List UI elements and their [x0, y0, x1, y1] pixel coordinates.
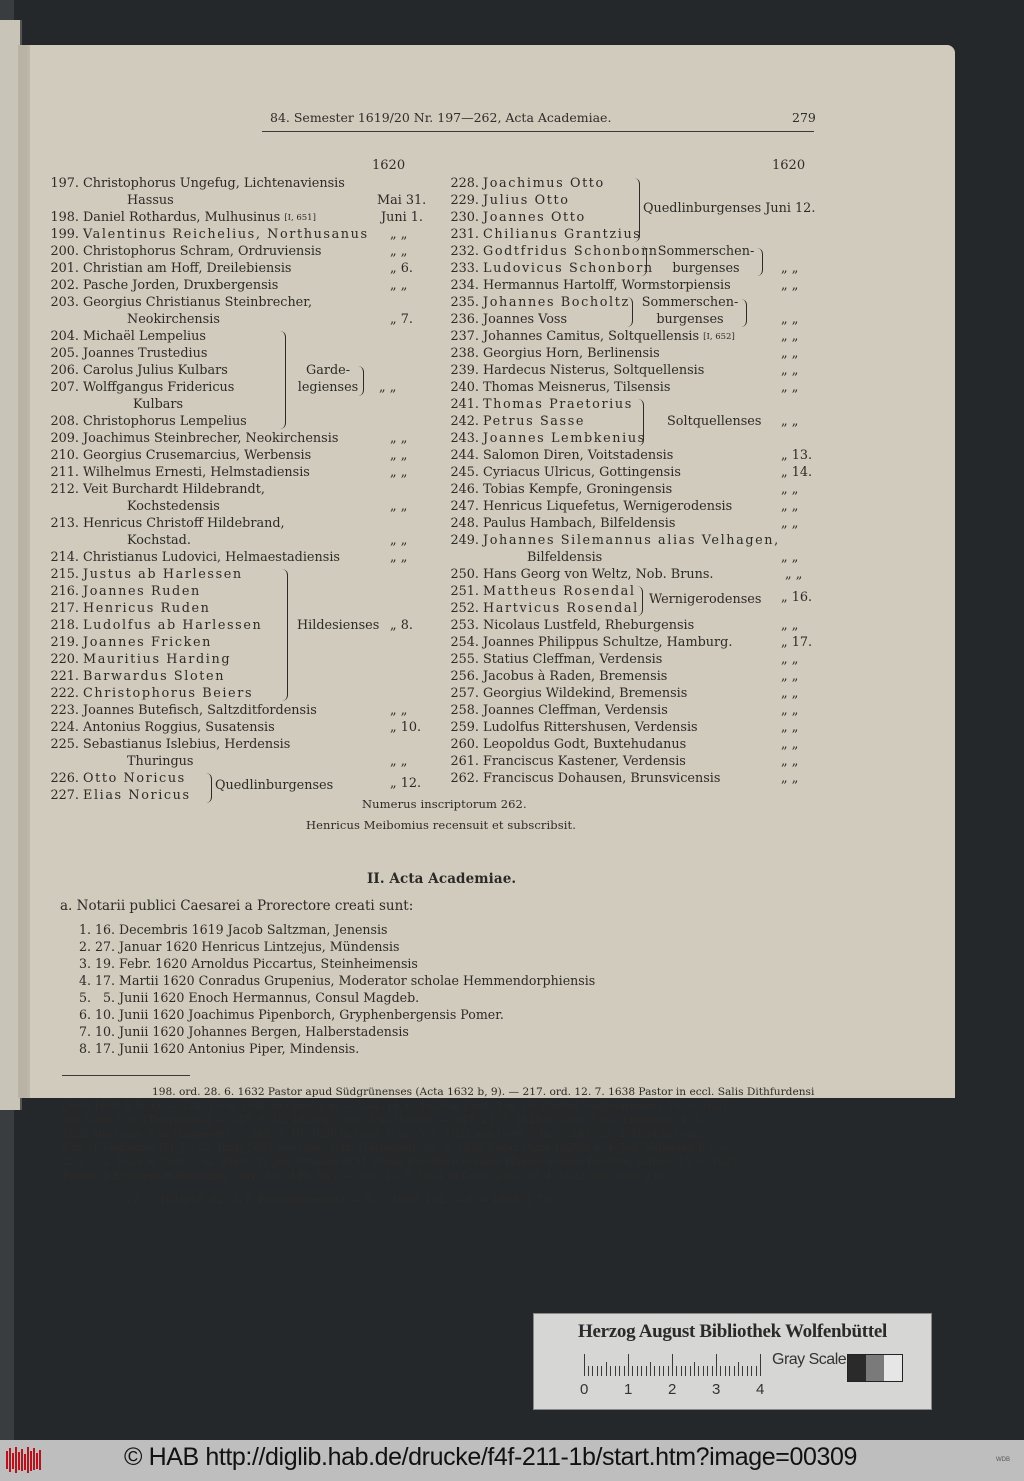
entry-262: 262. Franciscus Dohausen, Brunsvicensis	[450, 771, 721, 786]
entry-236: 236. Joannes Voss	[450, 312, 568, 327]
entry-239-date: „ „	[781, 363, 799, 378]
entry-246-date: „ „	[781, 482, 799, 497]
entry-212: 212. Veit Burchardt Hildebrandt,	[50, 482, 265, 497]
footnote-line: 253. 3. 1. 1625 in Conv. 3 m. interc. D. Joh. Stuckio et M. Statio Buschero scholae Hannoveranae Rectore; subscr. 15. 6. 1627	[62, 1156, 739, 1168]
entry-260-date: „ „	[781, 737, 799, 752]
entry-200: 200. Christophorus Schram, Ordruviensis	[50, 244, 322, 259]
entry-197: 197. Christophorus Ungefug, Lichtenaviensis	[50, 176, 345, 191]
group-soltquellenses-date: „ „	[781, 414, 799, 429]
entry-238-date: „ „	[781, 346, 799, 361]
entry-250: 250. Hans Georg von Weltz, Nob. Bruns.	[450, 567, 714, 582]
brace-sommerschenburgenses-1-inner	[757, 248, 763, 276]
entry-253: 253. Nicolaus Lustfeld, Rheburgensis	[450, 618, 695, 633]
entry-247-date: „ „	[781, 499, 799, 514]
entry-240: 240. Thomas Meisnerus, Tilsensis	[450, 380, 671, 395]
entry-257-date: „ „	[781, 686, 799, 701]
entry-259-date: „ „	[781, 720, 799, 735]
footnote-line: 1622 aus Conv. 5 m. (Liquevet). — 248. 3. 10. 1620 in Conv. 6 m.; 5. 7. 1621 aus Conv. 6 m. — 249. 25. 2. 1624 in Conv.	[62, 1128, 705, 1140]
right-year: 1620	[772, 158, 806, 173]
footnote-line: 198. ord. 28. 6. 1632 Pastor apud Südgrünenses (Acta 1632 b, 9). — 217. ord. 12. 7. 1638 Pastor in eccl. Salis Dithfurdensi	[152, 1086, 815, 1098]
entry-221: 221. Barwardus Sloten	[50, 669, 226, 684]
brace-sommerschenburgenses-2	[627, 297, 633, 327]
entry-228: 228. Joachimus Otto	[450, 176, 605, 191]
entry-258-date: „ „	[781, 703, 799, 718]
header-rule	[262, 131, 814, 132]
group-hildesienses-label: Hildesienses	[297, 618, 380, 633]
gray-swatch-mid	[866, 1355, 884, 1381]
entry-202-date: „ „	[390, 278, 408, 293]
entry-229: 229. Julius Otto	[450, 193, 570, 208]
entry-201-date: „ 6.	[390, 261, 413, 276]
group-sommerschenburgenses-2-label: Sommerschen- burgenses	[641, 295, 739, 327]
entry-253-date: „ „	[781, 618, 799, 633]
entry-219: 219. Joannes Fricken	[50, 635, 212, 650]
notary-item: 7. 10. Junii 1620 Johannes Bergen, Halberstadensis	[79, 1024, 409, 1039]
entry-213: 213. Henricus Christoff Hildebrand,	[50, 516, 285, 531]
entry-256-date: „ „	[781, 669, 799, 684]
entry-237-date: „ „	[781, 329, 799, 344]
brace-quedlinburgenses-right	[633, 178, 640, 242]
entry-224-date: „ 10.	[390, 720, 422, 735]
entry-227: 227. Elias Noricus	[50, 788, 191, 803]
ruler-label: 2	[668, 1381, 677, 1398]
footnote-line: 6 m. (J. Velhagius B.); [c. 22. Juni] 1625 aus Conv. 6 m. (Velhagen); 22. 9. 1628 Notar (Acta 1625/8 a, 4: Joh. Velhagen B.). —	[62, 1142, 731, 1154]
entry-254-date: „ 17.	[781, 635, 813, 650]
entry-248-date: „ „	[781, 516, 799, 531]
entry-218: 218. Ludolfus ab Harlessen	[50, 618, 263, 633]
library-name: Herzog August Bibliothek Wolfenbüttel	[578, 1321, 887, 1342]
group-sommerschenburgenses-1-label: Sommerschen- burgenses	[657, 244, 755, 276]
entry-206: 206. Carolus Julius Kulbars	[50, 363, 228, 378]
brace-gardelegienses-outer	[277, 331, 286, 429]
notary-item: 6. 10. Junii 1620 Joachimus Pipenborch, Gryphenbergensis Pomer.	[79, 1007, 504, 1022]
ruler-label: 3	[712, 1381, 721, 1398]
entry-213-date: „ „	[390, 533, 408, 548]
section-title: II. Acta Academiae.	[367, 871, 517, 887]
entry-214-date: „ „	[390, 550, 408, 565]
entry-215: 215. Justus ab Harlessen	[50, 567, 243, 582]
entry-211-date: „ „	[390, 465, 408, 480]
footnote-line: (Acta 1638 II b, 1). — 224. 19. 6. 1620 in Conv. 3 m. — 244. 14. 6. 1620 in Conv. 5 m. (S. Düring Voigtstatensis); 18. 6. 1621	[62, 1100, 729, 1112]
entry-234-date: „ „	[781, 278, 799, 293]
entry-237: 237. Johannes Camitus, Soltquellensis [I, 652]	[450, 329, 735, 344]
entry-203: 203. Georgius Christianus Steinbrecher,	[50, 295, 313, 310]
entry-251: 251. Mattheus Rosendal	[450, 584, 636, 599]
hab-logo-icon	[5, 1445, 43, 1475]
group-quedlinburgenses-label: Quedlinburgenses	[215, 778, 334, 793]
entry-208: 208. Christophorus Lempelius	[50, 414, 247, 429]
entry-244: 244. Salomon Diren, Voitstadensis	[450, 448, 674, 463]
entry-225: 225. Sebastianus Islebius, Herdensis	[50, 737, 291, 752]
signature-line: Henricus Meibomius recensuit et subscribsit.	[306, 818, 577, 832]
entry-262-date: „ „	[781, 771, 799, 786]
group-quedlinburgenses-date: „ 12.	[390, 776, 422, 791]
entry-224: 224. Antonius Roggius, Susatensis	[50, 720, 275, 735]
notaries-subheading: a. Notarii publici Caesarei a Prorectore creati sunt:	[60, 898, 414, 914]
entry-200-date: „ „	[390, 244, 408, 259]
running-title: 84. Semester 1619/20 Nr. 197—262, Acta Academiae.	[270, 110, 612, 125]
entry-233: 233. Ludovicus Schonborn	[450, 261, 654, 276]
entry-249-cont: Bilfeldensis	[527, 550, 603, 565]
group-hildesienses-date: „ 8.	[390, 618, 413, 633]
entry-245: 245. Cyriacus Ulricus, Gottingensis	[450, 465, 681, 480]
left-year: 1620	[372, 158, 406, 173]
entry-203-date: „ 7.	[390, 312, 413, 327]
entry-230: 230. Joannes Otto	[450, 210, 586, 225]
entry-249-date: „ „	[781, 550, 799, 565]
entry-241: 241. Thomas Praetorius	[450, 397, 633, 412]
entry-242: 242. Petrus Sasse	[450, 414, 586, 429]
ruler-label: 4	[756, 1381, 765, 1398]
entry-223-date: „ „	[390, 703, 408, 718]
page-number: 279	[792, 110, 816, 125]
entry-210-date: „ „	[390, 448, 408, 463]
entry-258: 258. Joannes Cleffman, Verdensis	[450, 703, 668, 718]
entry-201: 201. Christian am Hoff, Dreilebiensis	[50, 261, 292, 276]
entry-259: 259. Ludolfus Rittershusen, Verdensis	[450, 720, 698, 735]
entry-239: 239. Hardecus Nisterus, Soltquellensis	[450, 363, 705, 378]
notary-item: 3. 19. Febr. 1620 Arnoldus Piccartus, Steinheimensis	[79, 956, 418, 971]
entry-216: 216. Joannes Ruden	[50, 584, 201, 599]
book-page	[27, 45, 955, 1206]
entry-261-date: „ „	[781, 754, 799, 769]
entry-212-date: „ „	[390, 499, 408, 514]
ruler-label: 1	[624, 1381, 633, 1398]
notary-item: 1. 16. Decembris 1619 Jacob Saltzman, Jenensis	[79, 922, 388, 937]
brace-sommerschenburgenses-1	[641, 246, 647, 276]
entry-226: 226. Otto Noricus	[50, 771, 186, 786]
entry-238: 238. Georgius Horn, Berlinensis	[450, 346, 660, 361]
entry-232: 232. Godtfridus Schonborn	[450, 244, 659, 259]
entry-248: 248. Paulus Hambach, Bilfeldensis	[450, 516, 676, 531]
gray-swatch-dark	[848, 1355, 866, 1381]
entry-260: 260. Leopoldus Godt, Buxtehudanus	[450, 737, 687, 752]
brace-hildesienses	[281, 569, 288, 701]
entry-256: 256. Jacobus à Raden, Bremensis	[450, 669, 668, 684]
entry-235: 235. Johannes Bocholtz	[450, 295, 630, 310]
group-gardelegienses-label: Garde- legienses	[297, 363, 359, 395]
gray-scale-swatches	[847, 1354, 903, 1382]
footnote-a-line: a 3. = 1618/19, 82 (A. P. Paderbornensis). — 5. = 1590, 142. — 8. = 1608 II, 76.	[124, 1194, 554, 1206]
entry-197-date: Mai 31.	[377, 193, 427, 208]
ruler-label: 0	[580, 1381, 589, 1398]
notary-item: 5. 5. Junii 1620 Enoch Hermannus, Consul Magdeb.	[79, 990, 420, 1005]
entry-246: 246. Tobias Kempfe, Groningensis	[450, 482, 673, 497]
entry-255-date: „ „	[781, 652, 799, 667]
entry-255: 255. Statius Cleffman, Verdensis	[450, 652, 663, 667]
entry-261: 261. Franciscus Kastener, Verdensis	[450, 754, 686, 769]
notary-item: 4. 17. Martii 1620 Conradus Grupenius, Moderator scholae Hemmendorphiensis	[79, 973, 596, 988]
entry-212-cont: Kochstedensis	[127, 499, 220, 514]
entry-217: 217. Henricus Ruden	[50, 601, 211, 616]
entry-243: 243. Joannes Lembkenius	[450, 431, 646, 446]
group-sommerschenburgenses-1-date: „ „	[781, 261, 799, 276]
entry-209: 209. Joachimus Steinbrecher, Neokirchensis	[50, 431, 339, 446]
gray-swatch-light	[884, 1355, 902, 1381]
entry-234: 234. Hermannus Hartolff, Wormstorpiensis	[450, 278, 731, 293]
entry-249: 249. Johannes Silemannus alias Velhagen,	[450, 533, 780, 548]
entry-222: 222. Christophorus Beiers	[50, 686, 254, 701]
entry-231: 231. Chilianus Grantzius	[450, 227, 642, 242]
brace-quedlinburgenses-left	[206, 773, 212, 803]
entry-207-cont: Kulbars	[133, 397, 184, 412]
entry-254: 254. Joannes Philippus Schultze, Hamburg.	[450, 635, 733, 650]
entry-213-cont: Kochstad.	[127, 533, 191, 548]
footnote-line: aus Conv. 5 m. (Thuringius). — 245. 9. 12. 1620 in Conv. 5 m. (Ulrici). — 247. 21. 7. 1620 in Conv. 5 m. (Liquetus); 4. 1.	[62, 1114, 705, 1126]
group-gardelegienses-date: „ „	[379, 380, 397, 395]
entry-199: 199. Valentinus Reichelius, Northusanus	[50, 227, 369, 242]
footnote-rule	[62, 1075, 190, 1076]
entry-220: 220. Mauritius Harding	[50, 652, 232, 667]
entry-199-date: „ „	[390, 227, 408, 242]
viewer-footer	[0, 1440, 1024, 1481]
entry-252: 252. Hartvicus Rosendal	[450, 601, 639, 616]
entry-209-date: „ „	[390, 431, 408, 446]
group-wernigerodenses-label: Wernigerodenses	[649, 592, 762, 607]
gray-scale-label: Gray Scale	[772, 1351, 847, 1368]
entry-210: 210. Georgius Crusemarcius, Werbensis	[50, 448, 312, 463]
brace-soltquellenses	[637, 399, 644, 446]
entry-207: 207. Wolffgangus Fridericus	[50, 380, 235, 395]
entry-244-date: „ 13.	[781, 448, 813, 463]
notary-item: 8. 17. Junii 1620 Antonius Piper, Mindensis.	[79, 1041, 360, 1056]
brace-wernigerodenses	[637, 586, 643, 616]
entry-205: 205. Joannes Trustedius	[50, 346, 208, 361]
entry-250-date: „ „	[785, 567, 803, 582]
group-soltquellenses-label: Soltquellenses	[667, 414, 762, 429]
entry-223: 223. Joannes Butefisch, Saltzditfordensis	[50, 703, 317, 718]
notary-item: 2. 27. Januar 1620 Henricus Lintzejus, Mündensis	[79, 939, 400, 954]
entry-257: 257. Georgius Wildekind, Bremensis	[450, 686, 688, 701]
footnote-line: Pastor in Eydelem et Weferling Corp. Jul. (I Bl. 66'). — 260. 13. 5. 1631 in Conv. 2 m.; 20. 4. 1632 aus Conv. 2 m.	[62, 1170, 668, 1182]
entry-197-cont: Hassus	[127, 193, 174, 208]
entry-202: 202. Pasche Jorden, Druxbergensis	[50, 278, 279, 293]
entry-211: 211. Wilhelmus Ernesti, Helmstadiensis	[50, 465, 310, 480]
entry-225-cont: Thuringus	[127, 754, 194, 769]
scan-reference-card	[533, 1313, 932, 1410]
entry-203-cont: Neokirchensis	[127, 312, 220, 327]
group-quedlinburgenses-right-label: Quedlinburgenses Juni 12.	[643, 201, 816, 216]
entry-198: 198. Daniel Rothardus, Mulhusinus [I, 651]	[50, 210, 316, 225]
group-wernigerodenses-date: „ 16.	[781, 590, 813, 605]
entry-204: 204. Michaël Lempelius	[50, 329, 206, 344]
group-sommerschenburgenses-2-date: „ „	[781, 312, 799, 327]
wdb-mark: WDB	[996, 1457, 1010, 1463]
entry-214: 214. Christianus Ludovici, Helmaestadiensis	[50, 550, 340, 565]
entry-247: 247. Henricus Liquefetus, Wernigerodensis	[450, 499, 733, 514]
copyright-link[interactable]: © HAB http://diglib.hab.de/drucke/f4f-211-1b/start.htm?image=00309	[124, 1443, 857, 1471]
brace-gardelegienses-inner	[357, 366, 364, 396]
entry-225-date: „ „	[390, 754, 408, 769]
entry-240-date: „ „	[781, 380, 799, 395]
entry-198-date: Juni 1.	[381, 210, 423, 225]
enrollment-count: Numerus inscriptorum 262.	[362, 797, 527, 811]
entry-245-date: „ 14.	[781, 465, 813, 480]
cm-ruler	[584, 1354, 764, 1376]
brace-sommerschenburgenses-2-inner	[741, 299, 747, 327]
